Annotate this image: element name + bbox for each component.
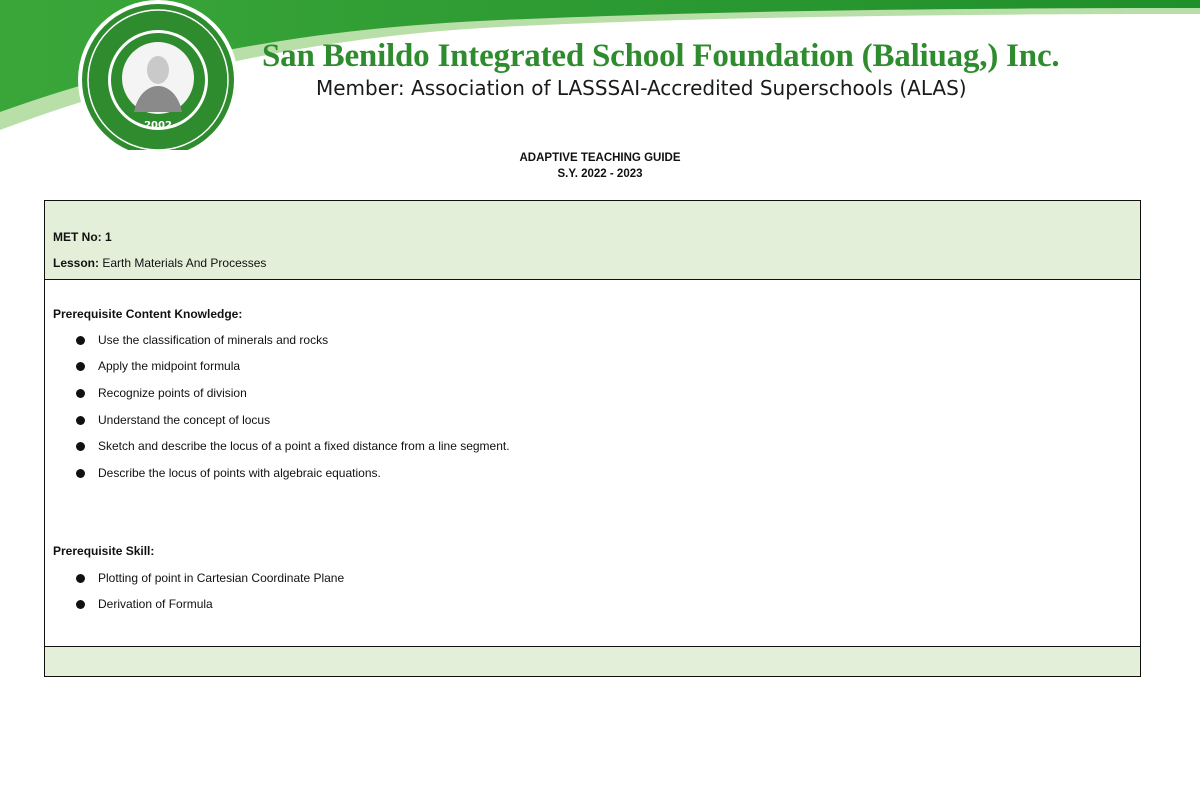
list-item: Apply the midpoint formula [76,359,240,373]
met-number: MET No: 1 [53,230,112,244]
lesson-label: Lesson: [53,256,100,270]
bullet-icon [76,442,85,451]
bullet-icon [76,389,85,398]
guide-table [44,200,1141,677]
letterhead-swoosh [0,0,1200,150]
list-item: Understand the concept of locus [76,413,270,427]
list-item: Plotting of point in Cartesian Coordinate Plane [76,571,344,585]
list-item: Use the classification of minerals and rocks [76,333,328,347]
letterhead [0,0,1200,150]
list-item: Describe the locus of points with algebraic equations. [76,466,381,480]
bullet-icon [76,469,85,478]
bullet-icon [76,362,85,371]
svg-text:2002: 2002 [144,120,172,131]
school-name: San Benildo Integrated School Foundation (Baliuag,) Inc. [262,38,1060,74]
skill-heading: Prerequisite Skill: [53,544,155,558]
prerequisites-row [45,280,1140,647]
bullet-icon [76,574,85,583]
document-title: ADAPTIVE TEACHING GUIDE [519,152,681,164]
bullet-icon [76,416,85,425]
school-year: S.Y. 2022 - 2023 [557,168,643,180]
list-item: Derivation of Formula [76,597,213,611]
membership-line: Member: Association of LASSSAI-Accredited Superschools (ALAS) [316,76,967,100]
lesson-line [53,256,266,270]
lesson-header-row [45,201,1140,280]
bullet-icon [76,336,85,345]
content-knowledge-heading: Prerequisite Content Knowledge: [53,307,243,321]
list-item: Sketch and describe the locus of a point a fixed distance from a line segment. [76,439,510,453]
list-item: Recognize points of division [76,386,247,400]
table-footer-row [45,647,1140,676]
bullet-icon [76,600,85,609]
lesson-value: Earth Materials And Processes [99,256,267,270]
